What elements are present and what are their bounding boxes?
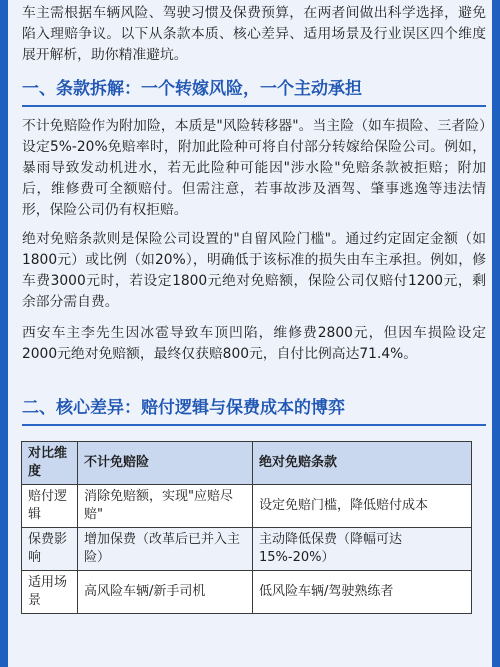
header-no-deductible-insurance: 不计免赔险 <box>78 442 253 485</box>
cell-no-deductible: 高风险车辆/新手司机 <box>78 571 253 614</box>
section-1-paragraph-3: 西安车主李先生因冰雹导致车顶凹陷，维修费2800元，但因车损险设定2000元绝对免赔额，最终仅获赔800元，自付比例高达71.4%。 <box>22 325 486 362</box>
table-row <box>22 485 472 528</box>
intro-paragraph: 车主需根据车辆风险、驾驶习惯及保费预算，在两者间做出科学选择，避免陷入理赔争议。以下从条款本质、核心差异、适用场景及行业误区四个维度展开解析，助你精准避坑。 <box>22 5 486 63</box>
row-label: 赔付逻辑 <box>22 485 78 528</box>
cell-no-deductible: 消除免赔额，实现"应赔尽赔" <box>78 485 253 528</box>
table-row <box>22 571 472 614</box>
section-1-paragraph-1: 不计免赔险作为附加险，本质是"风险转移器"。当主险（如车损险、三者险）设定5%-20%免赔率时，附加此险种可将自付部分转嫁给保险公司。例如，暴雨导致发动机进水，若无此险种可能因"涉水险"免赔条款被拒赔；附加后，维修费可全额赔付。但需注意，若事故涉及酒驾、肇事逃逸等违法情形，保险公司仍有权拒赔。 <box>22 118 486 218</box>
section-2-heading: 二、核心差异：赔付逻辑与保费成本的博弈 <box>22 397 486 426</box>
table-header-row <box>22 442 472 485</box>
header-absolute-deductible: 绝对免赔条款 <box>253 442 472 485</box>
cell-absolute-deductible: 主动降低保费（降幅可达15%-20%） <box>253 528 472 571</box>
cell-no-deductible: 增加保费（改革后已并入主险） <box>78 528 253 571</box>
comparison-table <box>21 441 472 614</box>
section-1-heading: 一、条款拆解：一个转嫁风险，一个主动承担 <box>22 78 486 107</box>
cell-absolute-deductible: 低风险车辆/驾驶熟练者 <box>253 571 472 614</box>
table-row <box>22 528 472 571</box>
cell-absolute-deductible: 设定免赔门槛，降低赔付成本 <box>253 485 472 528</box>
row-label: 保费影响 <box>22 528 78 571</box>
header-dimension: 对比维度 <box>22 442 78 485</box>
section-1-paragraph-2: 绝对免赔条款则是保险公司设置的"自留风险门槛"。通过约定固定金额（如1800元）或比例（如20%），明确低于该标准的损失由车主承担。例如，修车费3000元时，若设定1800元绝对免赔额，保险公司仅赔付1200元，剩余部分需自费。 <box>22 231 486 310</box>
row-label: 适用场景 <box>22 571 78 614</box>
